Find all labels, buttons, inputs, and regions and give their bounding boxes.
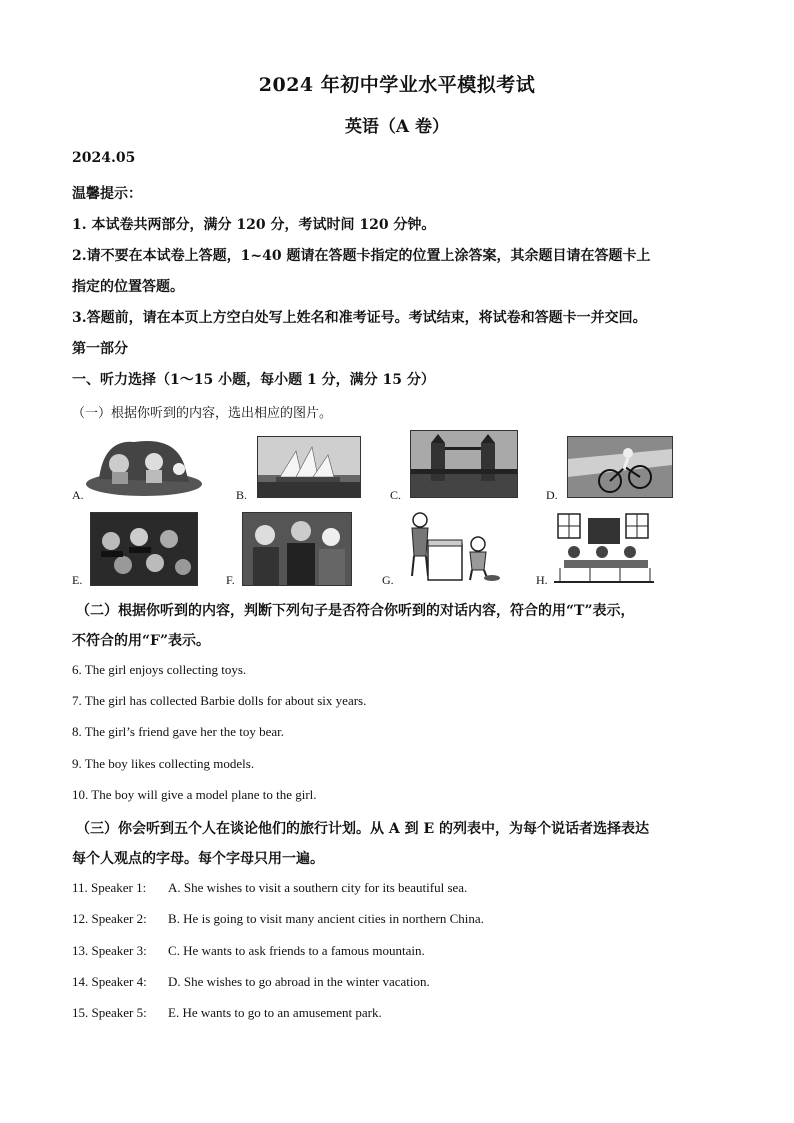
page-subtitle: 英语（A 卷） <box>344 117 450 137</box>
picture-d-cycling <box>567 436 673 498</box>
note-item-1: 1. 本试卷共两部分，满分 120 分，考试时间 120 分钟。 <box>72 217 436 233</box>
picture-label-d: D. <box>546 488 558 502</box>
note-item-2: 2.请不要在本试卷上答题，1~40 题请在答题卡指定的位置上涂答案，其余题目请在答题卡上 <box>72 248 651 264</box>
tf-item-7: 7. The girl has collected Barbie dolls for about six years. <box>72 693 367 708</box>
sub1-instruction: （一）根据你听到的内容，选出相应的图片。 <box>72 406 333 421</box>
exam-date: 2024.05 <box>72 150 136 166</box>
picture-label-h: H. <box>536 573 548 587</box>
option-c: C. He wants to ask friends to a famous mountain. <box>168 943 425 958</box>
speaker-5: 15. Speaker 5: <box>72 1005 147 1020</box>
option-e: E. He wants to go to an amusement park. <box>168 1005 382 1020</box>
speaker-2: 12. Speaker 2: <box>72 911 147 926</box>
picture-label-a: A. <box>72 488 84 502</box>
picture-b-opera-house <box>257 436 361 498</box>
picture-f-people-party <box>242 512 352 586</box>
part-label: 第一部分 <box>72 341 128 357</box>
picture-g-doing-laundry <box>398 510 504 584</box>
speaker-4: 14. Speaker 4: <box>72 974 147 989</box>
picture-c-tower-bridge <box>410 430 518 498</box>
sub2-instruction-line2: 不符合的用“F”表示。 <box>72 633 211 649</box>
tf-item-6: 6. The girl enjoys collecting toys. <box>72 662 247 677</box>
note-item-2-cont: 指定的位置答题。 <box>72 279 184 295</box>
tf-item-10: 10. The boy will give a model plane to the girl. <box>72 787 317 802</box>
page-title: 2024 年初中学业水平模拟考试 <box>258 74 536 96</box>
picture-e-cinema-audience <box>90 512 198 586</box>
option-b: B. He is going to visit many ancient cities in northern China. <box>168 911 484 926</box>
picture-label-c: C. <box>390 488 402 502</box>
option-a: A. She wishes to visit a southern city for its beautiful sea. <box>168 880 468 895</box>
sub3-instruction-line2: 每个人观点的字母。每个字母只用一遍。 <box>72 851 324 867</box>
speaker-1: 11. Speaker 1: <box>72 880 147 895</box>
sub2-instruction-line1: （二）根据你听到的内容，判断下列句子是否符合你听到的对话内容，符合的用“T”表示， <box>76 603 635 619</box>
picture-label-g: G. <box>382 573 394 587</box>
speaker-3: 13. Speaker 3: <box>72 943 147 958</box>
picture-a-cartoon-park <box>84 434 204 496</box>
picture-label-b: B. <box>236 488 248 502</box>
note-item-3: 3.答题前，请在本页上方空白处写上姓名和准考证号。考试结束，将试卷和答题卡一并交回。 <box>72 310 647 326</box>
tf-item-9: 9. The boy likes collecting models. <box>72 756 255 771</box>
section-title: 一、听力选择（1～15 小题，每小题 1 分，满分 15 分） <box>72 372 435 388</box>
sub3-instruction-line1: （三）你会听到五个人在谈论他们的旅行计划。从 A 到 E 的列表中，为每个说话者选择表达 <box>76 821 650 837</box>
picture-h-classroom <box>550 512 658 584</box>
option-d: D. She wishes to go abroad in the winter vacation. <box>168 974 430 989</box>
notes-heading: 温馨提示： <box>72 186 142 202</box>
picture-label-e: E. <box>72 573 83 587</box>
picture-label-f: F. <box>226 573 235 587</box>
tf-item-8: 8. The girl’s friend gave her the toy bear. <box>72 724 285 739</box>
